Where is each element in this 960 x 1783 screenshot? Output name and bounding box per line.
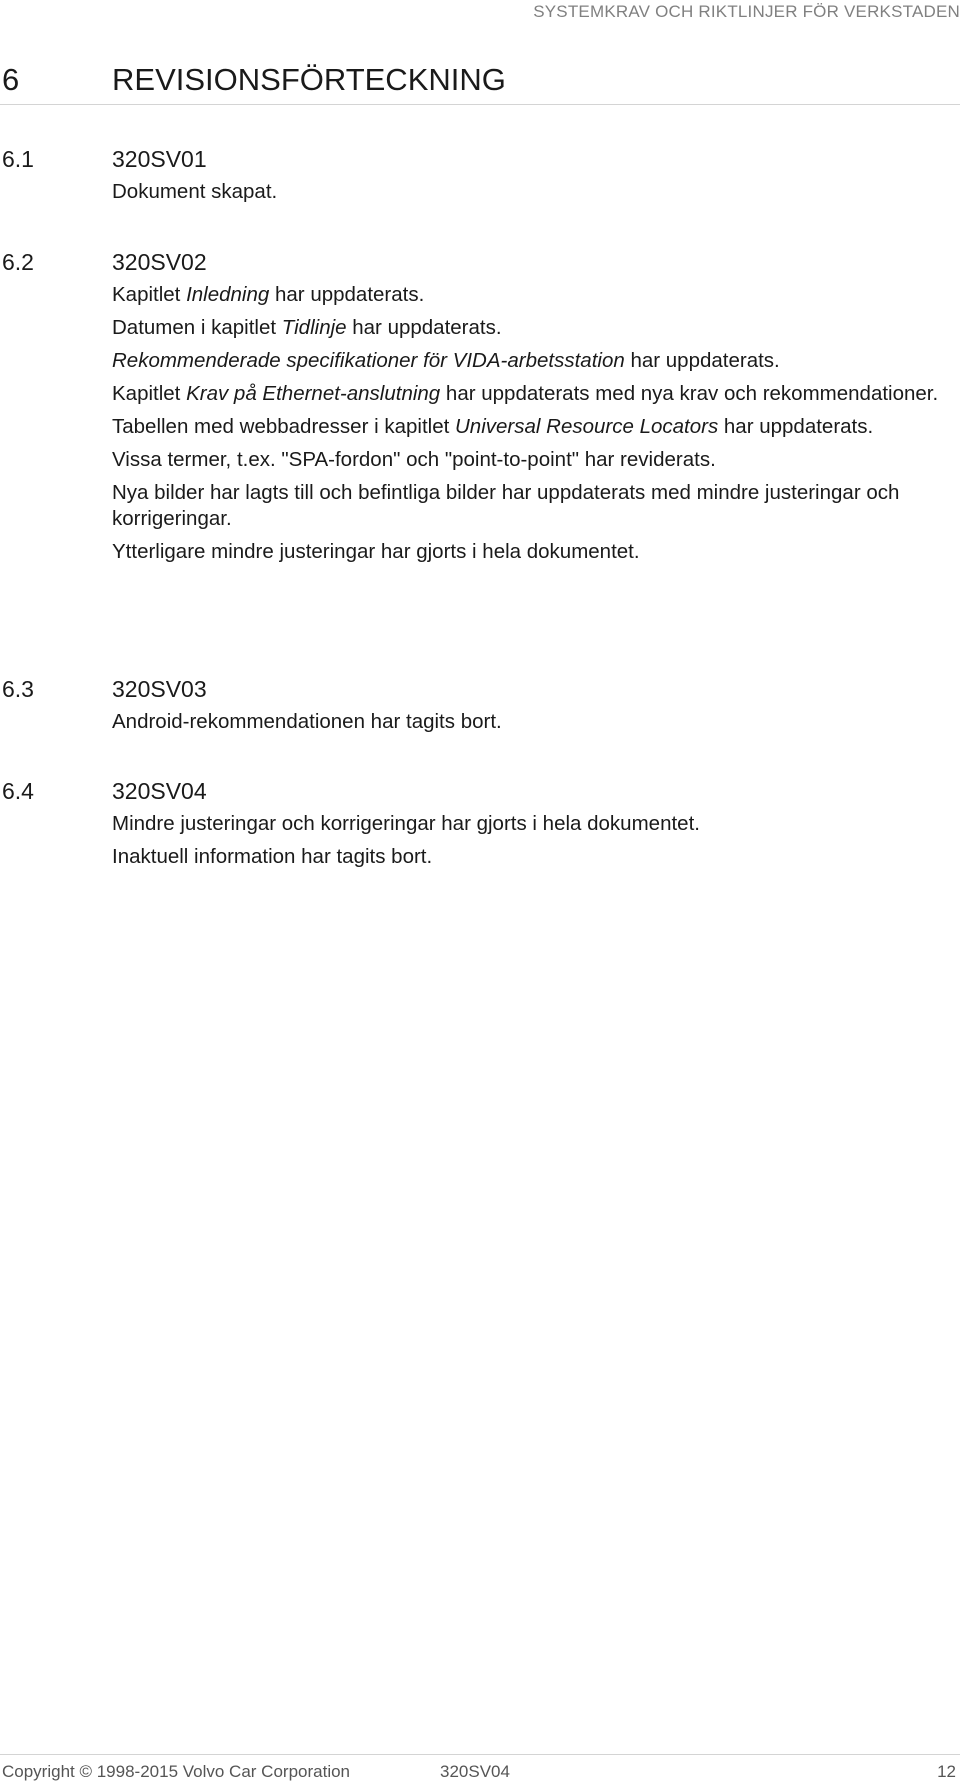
note-text: Kapitlet (112, 283, 187, 306)
chapter-number: 6 (2, 62, 20, 97)
page-number: 12 (937, 1762, 956, 1781)
revision-note: Nya bilder har lagts till och befintliga bilder har uppdaterats med mindre justeringar och korrigeringar. (112, 481, 900, 530)
section-title: 320SV03 (112, 676, 207, 702)
section-title: 320SV02 (112, 249, 207, 275)
section-body (112, 179, 958, 212)
section-body (112, 709, 958, 742)
section-body (112, 811, 958, 877)
revision-note (112, 381, 958, 407)
copyright-notice: Copyright © 1998-2015 Volvo Car Corporation (2, 1762, 351, 1781)
note-text: har uppdaterats. (346, 316, 502, 339)
document-code: 320SV04 (440, 1762, 510, 1781)
revision-note: Inaktuell information har tagits bort. (112, 845, 433, 868)
section-number: 6.2 (2, 249, 34, 275)
running-header: SYSTEMKRAV OCH RIKTLINJER FÖR VERKSTADEN (533, 2, 960, 21)
section-number: 6.4 (2, 778, 34, 804)
revision-note (112, 414, 958, 440)
revision-note: Android-rekommendationen har tagits bort. (112, 710, 502, 733)
chapter-heading (0, 62, 960, 105)
revision-note: Mindre justeringar och korrigeringar har gjorts i hela dokumentet. (112, 812, 700, 835)
note-text: har uppdaterats. (624, 349, 780, 372)
section-title: 320SV01 (112, 146, 207, 172)
section-title: 320SV04 (112, 778, 207, 804)
chapter-reference: Tidlinje (281, 316, 347, 339)
note-text: har uppdaterats. (718, 415, 874, 438)
page-footer (0, 1754, 960, 1783)
chapter-reference: Universal Resource Locators (455, 415, 719, 438)
revision-note (112, 315, 958, 341)
revision-note: Vissa termer, t.ex. "SPA-fordon" och "point-to-point" har reviderats. (112, 448, 716, 471)
revision-note: Dokument skapat. (112, 180, 278, 203)
chapter-reference: Krav på Ethernet-anslutning (186, 382, 441, 405)
note-text: Datumen i kapitlet (112, 316, 282, 339)
revision-note: Ytterligare mindre justeringar har gjorts i hela dokumentet. (112, 540, 640, 563)
note-text: har uppdaterats. (269, 283, 425, 306)
chapter-reference: Inledning (186, 283, 270, 306)
revision-note (112, 282, 958, 308)
section-body (112, 282, 958, 572)
chapter-reference: Rekommenderade specifikationer för VIDA-arbetsstation (112, 349, 625, 372)
section-number: 6.1 (2, 146, 34, 172)
note-text: Tabellen med webbadresser i kapitlet (112, 415, 455, 438)
revision-note (112, 348, 958, 374)
note-text: Kapitlet (112, 382, 187, 405)
section-number: 6.3 (2, 676, 34, 702)
note-text: har uppdaterats med nya krav och rekommendationer. (440, 382, 939, 405)
chapter-title: REVISIONSFÖRTECKNING (112, 62, 506, 97)
